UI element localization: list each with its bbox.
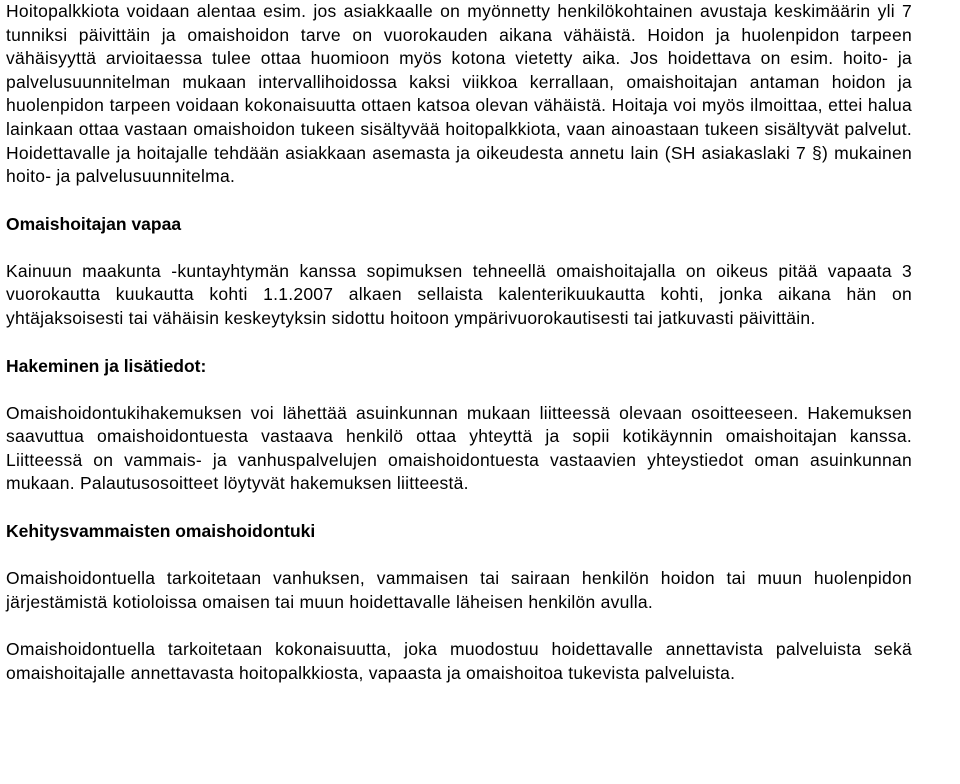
heading-kehitysvammaisten: Kehitysvammaisten omaishoidontuki xyxy=(6,520,316,541)
paragraph-hakeminen: Omaishoidontukihakemuksen voi lähettää asuinkunnan mukaan liitteessä olevaan osoitteeseen. Hakemuksen saavuttua omaishoidontuesta vastaava henkilö ottaa yhteyttä ja sopii kotikäynnin omaishoitajan kanssa. Liitteessä on vammais- ja vanhuspalvelujen omaishoidontuesta vastaavien yhteystiedot oman asuinkunnan mukaan. Palautusosoitteet löytyvät hakemuksen liitteestä. xyxy=(6,402,912,494)
paragraph-vapaa: Kainuun maakunta -kuntayhtymän kanssa sopimuksen tehneellä omaishoitajalla on oikeus pitää vapaata 3 vuorokautta kuukautta kohti 1.1.2007 alkaen sellaista kalenterikuukautta kohti, jonka aikana hän on yhtäjaksoisesti tai vähäisin keskeytyksin sidottu hoitoon ympärivuorokautisesti tai jatkuvasti päivittäin. xyxy=(6,260,912,328)
heading-hakeminen: Hakeminen ja lisätiedot: xyxy=(6,355,207,376)
paragraph-hoitopalkkio: Hoitopalkkiota voidaan alentaa esim. jos asiakkaalle on myönnetty henkilökohtainen avustaja keskimäärin yli 7 tunniksi päivittäin ja omaishoidon tarve on vuorokauden aikana vähäistä. Hoidon ja huolenpidon tarpeen vähäisyyttä arvioitaessa tulee ottaa huomioon myös kotona vietetty aika. Jos hoidettava on esim. hoito- ja palvelusuunnitelman mukaan intervallihoidossa kaksi viikkoa kerrallaan, omaishoitajan antaman hoidon ja huolenpidon tarpeen voidaan kokonaisuutta ottaen katsoa olevan vähäistä. Hoitaja voi myös ilmoittaa, ettei halua lainkaan ottaa vastaan omaishoidon tukeen sisältyvää hoitopalkkiota, vaan ainoastaan tukeen sisältyvät palvelut. Hoidettavalle ja hoitajalle tehdään asiakkaan asemasta ja oikeudesta annetu lain (SH asiakaslaki 7 §) mukainen hoito- ja palvelusuunnitelma. xyxy=(6,1,912,187)
document-page xyxy=(6,0,912,685)
heading-omaishoitajan-vapaa: Omaishoitajan vapaa xyxy=(6,213,182,234)
paragraph-kokonaisuus: Omaishoidontuella tarkoitetaan kokonaisuutta, joka muodostuu hoidettavalle annettavista palveluista sekä omaishoitajalle annettavasta hoitopalkkiosta, vapaasta ja omaishoitoa tukevista palveluista. xyxy=(6,639,912,683)
paragraph-maaritelma: Omaishoidontuella tarkoitetaan vanhuksen, vammaisen tai sairaan henkilön hoidon tai muun huolenpidon järjestämistä kotioloissa omaisen tai muun hoidettavalle läheisen henkilön avulla. xyxy=(6,567,912,612)
